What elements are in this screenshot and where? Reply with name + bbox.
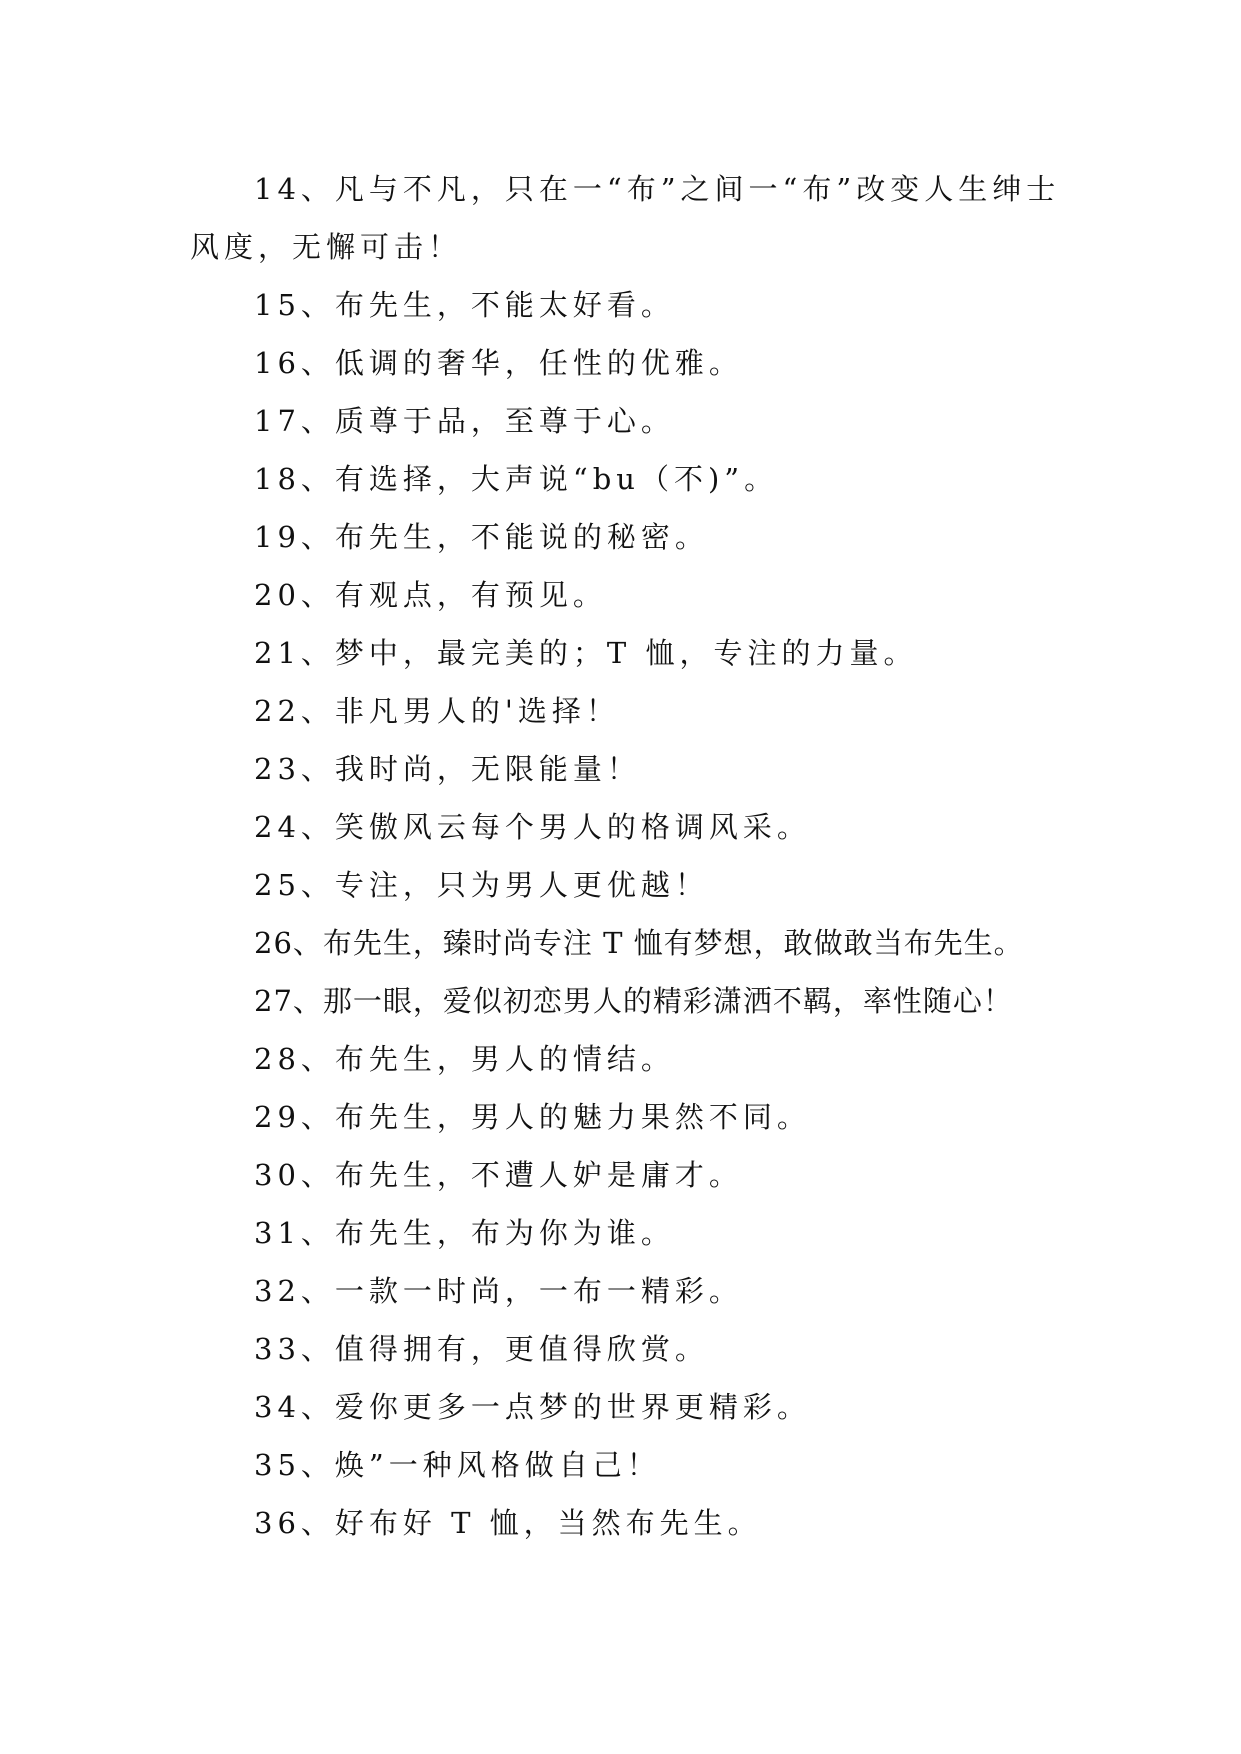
slogan-list	[190, 160, 1070, 1552]
slogan-line-16: 16、低调的奢华，任性的优雅。	[254, 346, 743, 380]
slogan-line-20: 20、有观点，有预见。	[254, 578, 607, 612]
slogan-line-36: 36、好布好 T 恤，当然布先生。	[254, 1506, 762, 1540]
slogan-line-25: 25、专注，只为男人更优越！	[254, 868, 709, 902]
slogan-line-29: 29、布先生，男人的魅力果然不同。	[254, 1100, 811, 1134]
slogan-line-35: 35、焕”一种风格做自己！	[254, 1448, 661, 1482]
slogan-line-30: 30、布先生，不遭人妒是庸才。	[254, 1158, 743, 1192]
slogan-line-15: 15、布先生，不能太好看。	[254, 288, 675, 322]
slogan-line-28: 28、布先生，男人的情结。	[254, 1042, 675, 1076]
slogan-line-24: 24、笑傲风云每个男人的格调风采。	[254, 810, 811, 844]
slogan-line-23: 23、我时尚，无限能量！	[254, 752, 641, 786]
slogan-line-31: 31、布先生，布为你为谁。	[254, 1216, 675, 1250]
slogan-line-14: 14、凡与不凡，只在一“布”之间一“布”改变人生绅士风度，无懈可击！	[190, 172, 1061, 264]
slogan-line-18: 18、有选择，大声说“bu（不)”。	[254, 462, 779, 496]
slogan-line-33: 33、值得拥有，更值得欣赏。	[254, 1332, 709, 1366]
slogan-line-27: 27、那一眼，爱似初恋男人的精彩潇洒不羁，率性随心！	[254, 984, 1013, 1018]
slogan-line-22: 22、非凡男人的'选择！	[254, 694, 620, 728]
slogan-line-21: 21、梦中，最完美的；T 恤，专注的力量。	[254, 636, 918, 670]
slogan-line-26: 26、布先生，臻时尚专注 T 恤有梦想，敢做敢当布先生。	[254, 926, 1024, 960]
slogan-line-34: 34、爱你更多一点梦的世界更精彩。	[254, 1390, 811, 1424]
slogan-line-19: 19、布先生，不能说的秘密。	[254, 520, 709, 554]
slogan-line-17: 17、质尊于品，至尊于心。	[254, 404, 675, 438]
slogan-line-32: 32、一款一时尚，一布一精彩。	[254, 1274, 743, 1308]
